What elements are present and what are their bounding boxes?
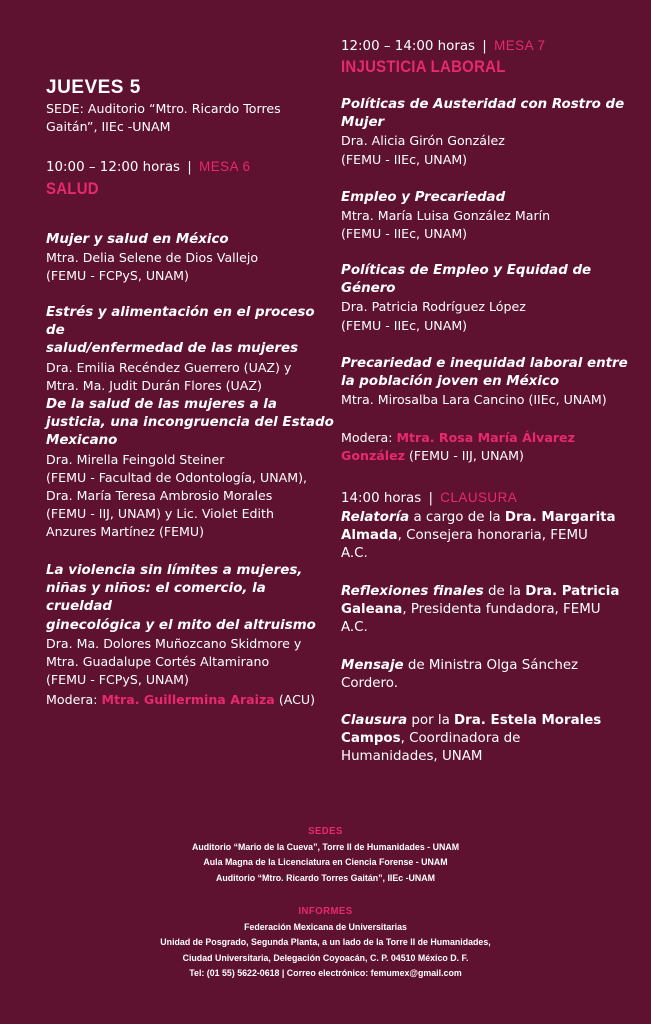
mesa6-hours: 10:00 – 12:00	[46, 160, 139, 175]
talk-speaker: Dra. Alicia Girón González	[341, 133, 505, 149]
talk-title: Políticas de Empleo y Equidad de	[341, 263, 592, 278]
mensaje-label: Mensaje	[341, 658, 404, 673]
talk-affiliation: (FEMU - FCPyS, UNAM)	[46, 268, 189, 284]
talk-title: Empleo y Precariedad	[341, 190, 506, 205]
talk-affiliation: (FEMU - IIEc, UNAM)	[341, 226, 468, 242]
relatoria-label: Relatoría	[341, 510, 410, 525]
talk	[46, 304, 336, 395]
modera-name: Mtra. Guillermina Araiza	[101, 692, 275, 707]
sede-line-1: SEDE: Auditorio “Mtro. Ricardo Torres	[46, 101, 281, 116]
talk-title: La violencia sin límites a mujeres,	[46, 563, 303, 578]
talk-speaker: Dra. Emilia Recéndez Guerrero (UAZ) y	[46, 359, 292, 375]
clausura-time	[341, 490, 517, 506]
mensaje-text: de Ministra Olga Sánchez	[403, 658, 579, 673]
talk	[341, 262, 633, 335]
talk	[341, 355, 633, 410]
talk-speaker: Mtra. María Luisa González Marín	[341, 208, 551, 224]
day-heading: JUEVES 5	[46, 77, 141, 98]
talk-title: Estrés y alimentación en el proceso de	[46, 305, 315, 339]
talk-speaker: Anzures Martínez (FEMU)	[46, 524, 205, 540]
footer-informes-line: Unidad de Posgrado, Segunda Planta, a un lado de la Torre II de Humanidades,	[160, 937, 491, 948]
modera-label: Modera:	[341, 430, 393, 445]
mesa7-hours: 12:00 – 14:00	[341, 39, 434, 54]
relatoria-text: A.C.	[341, 546, 368, 562]
reflexiones-text: de la	[483, 584, 526, 599]
reflexiones-item	[341, 583, 633, 638]
talk-title: Políticas de Austeridad con Rostro de	[341, 97, 625, 112]
mensaje-item	[341, 657, 633, 693]
clausura-item	[341, 712, 633, 767]
talk-speaker: Dra. María Teresa Ambrosio Morales	[46, 488, 273, 504]
footer-informes-heading: INFORMES	[298, 906, 353, 917]
talk-title: Precariedad e inequidad laboral entre	[341, 356, 628, 371]
talk	[341, 96, 633, 169]
talk	[341, 189, 633, 244]
talk-speaker: Mtra. Mirosalba Lara Cancino (IIEc, UNAM)	[341, 392, 607, 408]
footer-sede-line: Auditorio “Mtro. Ricardo Torres Gaitán”, IIEc -UNAM	[215, 872, 436, 884]
talk-speaker: Mtra. Ma. Judit Durán Flores (UAZ)	[46, 377, 262, 393]
talk	[46, 562, 336, 689]
mesa7-label: MESA 7	[494, 38, 546, 53]
mesa6-bar: |	[187, 160, 192, 175]
relatoria-text: , Consejera honoraria, FEMU	[397, 528, 588, 544]
talk-speaker: Dra. Ma. Dolores Muñozcano Skidmore y	[46, 635, 302, 651]
clausura-text: por la	[407, 713, 455, 728]
talk-title: De la salud de las mujeres a la	[46, 397, 277, 412]
clausura-bar: |	[428, 491, 434, 506]
modera-name: González	[341, 448, 405, 464]
modera-name: Mtra. Rosa María Álvarez	[396, 430, 575, 445]
talk-speaker: (FEMU - Facultad de Odontología, UNAM),	[46, 469, 308, 485]
footer-sede-line: Aula Magna de la Licenciatura en Ciencia Forense - UNAM	[203, 857, 448, 868]
clausura-text: Humanidades, UNAM	[341, 749, 483, 765]
talk-speaker: Mtra. Guadalupe Cortés Altamirano	[46, 654, 270, 670]
talk-speaker: (FEMU - IIJ, UNAM) y Lic. Violet Edith	[46, 506, 274, 522]
mesa7-bar: |	[482, 39, 487, 54]
talk	[46, 396, 336, 542]
sede-line-2: Gaitán”, IIEc -UNAM	[46, 119, 171, 135]
talk-title: salud/enfermedad de las mujeres	[46, 341, 299, 357]
clausura-label-text: Clausura	[341, 713, 408, 728]
talk-title: Mujer	[341, 115, 385, 131]
modera-org: (ACU)	[278, 692, 316, 707]
reflexiones-text: , Presidenta fundadora, FEMU	[402, 602, 601, 618]
mesa6-label: MESA 6	[199, 159, 251, 174]
talk-title: Mujer y salud en México	[46, 232, 229, 247]
talk	[46, 231, 336, 286]
footer-sede-line: Auditorio “Mario de la Cueva”, Torre II de Humanidades - UNAM	[191, 841, 460, 853]
talk-title: justicia, una incongruencia del Estado	[46, 415, 334, 431]
talk-title: Género	[341, 281, 396, 297]
clausura-hours: 14:00	[341, 491, 380, 506]
talk-title: ginecológica y el mito del altruismo	[46, 617, 316, 633]
clausura-text: , Coordinadora de	[400, 731, 521, 747]
mesa7-unit: horas	[437, 39, 476, 54]
talk-speaker: Mtra. Delia Selene de Dios Vallejo	[46, 250, 259, 266]
mesa7-moderator	[341, 429, 633, 465]
footer-informes-line: Ciudad Universitaria, Delegación Coyoacán, C. P. 04510 México D. F.	[182, 952, 469, 964]
footer-sedes-heading: SEDES	[308, 826, 343, 837]
mesa6-time	[46, 159, 250, 175]
mesa6-title: SALUD	[46, 179, 99, 198]
talk-speaker: Dra. Patricia Rodríguez López	[341, 299, 526, 315]
mesa7-time	[341, 38, 545, 54]
reflexiones-text: A.C.	[341, 620, 368, 636]
mesa6-unit: horas	[142, 160, 181, 175]
footer-informes	[26, 904, 625, 982]
mesa6-moderator	[46, 691, 336, 709]
relatoria-text: a cargo de la	[409, 510, 505, 525]
talk-affiliation: (FEMU - IIEc, UNAM)	[341, 151, 468, 167]
footer-informes-line: Tel: (01 55) 5622-0618 | Correo electrónico: femumex@gmail.com	[189, 968, 462, 979]
reflexiones-label: Reflexiones finales	[341, 584, 484, 599]
modera-label: Modera:	[46, 692, 98, 707]
clausura-unit: horas	[383, 491, 422, 506]
clausura-person: Dra. Estela Morales	[454, 713, 602, 728]
talk-affiliation: (FEMU - IIEc, UNAM)	[341, 317, 468, 333]
relatoria-person: Almada	[341, 528, 398, 544]
modera-org: (FEMU - IIJ, UNAM)	[409, 448, 524, 464]
relatoria-item	[341, 509, 633, 564]
talk-title: la población joven en México	[341, 374, 560, 390]
clausura-person: Campos	[341, 731, 401, 747]
relatoria-person: Dra. Margarita	[504, 510, 616, 525]
footer-sedes	[26, 824, 625, 886]
reflexiones-person: Dra. Patricia	[525, 584, 620, 599]
talk-speaker: Dra. Mirella Feingold Steiner	[46, 451, 225, 467]
sede-info	[46, 100, 336, 136]
mensaje-text: Cordero.	[341, 676, 398, 692]
talk-title: niñas y niños: el comercio, la crueldad	[46, 581, 266, 615]
talk-title: Mexicano	[46, 433, 118, 449]
footer-informes-line: Federación Mexicana de Universitarias	[244, 921, 407, 933]
talk-speaker: (FEMU - FCPyS, UNAM)	[46, 672, 189, 688]
mesa7-title: INJUSTICIA LABORAL	[341, 57, 506, 76]
reflexiones-person: Galeana	[341, 602, 403, 618]
clausura-label: CLAUSURA	[440, 490, 518, 505]
